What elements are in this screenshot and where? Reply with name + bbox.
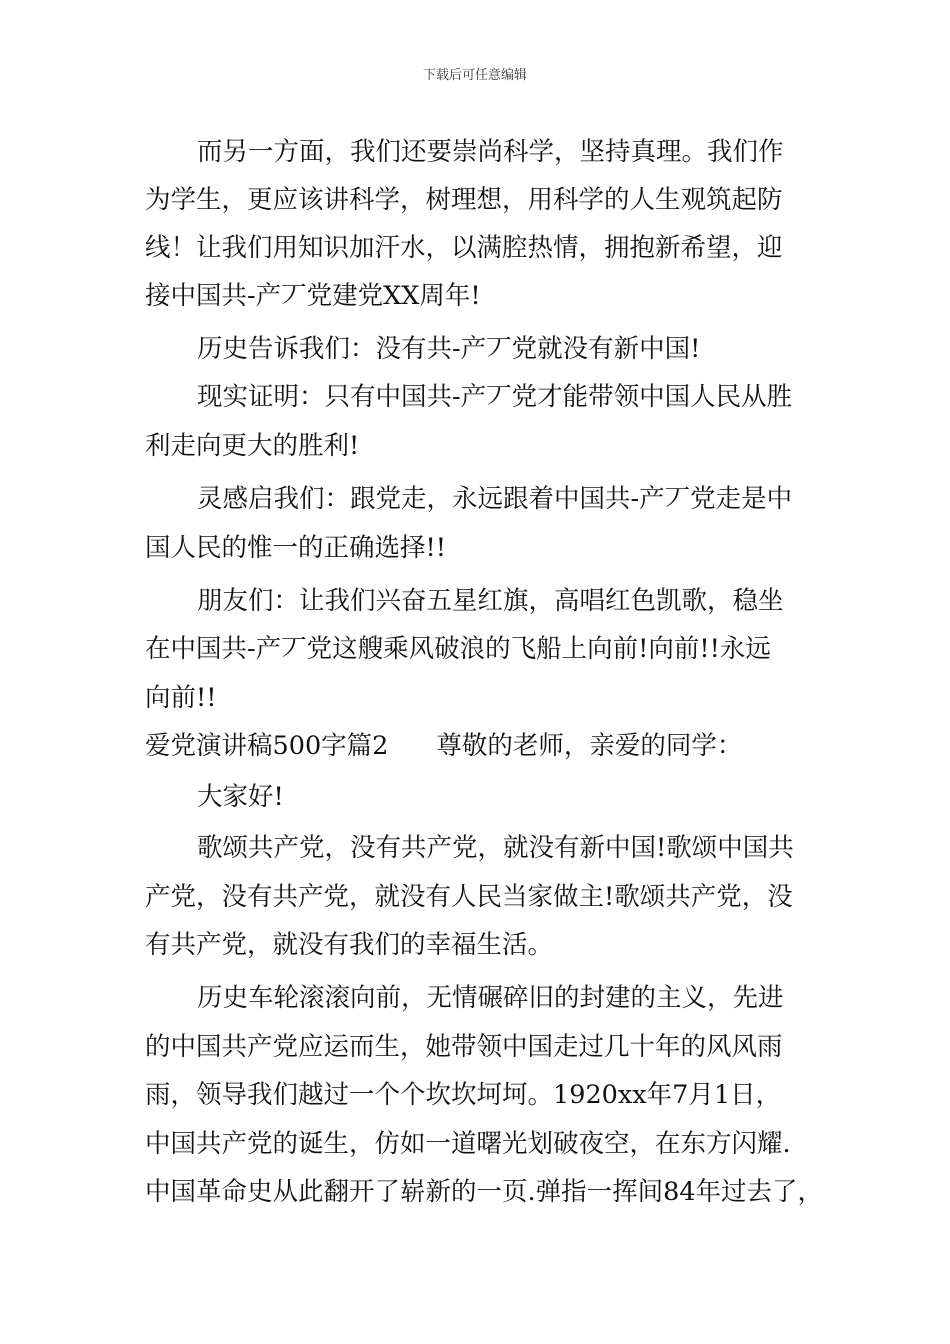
paragraph-line: 现实证明：只有中国共-产丆党才能带领中国人民从胜 <box>197 382 793 412</box>
page-header: 下载后可任意编辑 <box>422 68 527 83</box>
paragraph-line: 历史告诉我们：没有共-产丆党就没有新中国! <box>197 334 701 364</box>
paragraph-line: 中国革命史从此翻开了崭新的一页.弹指一挥间84年过去了， <box>145 1177 824 1207</box>
paragraph-line: 利走向更大的胜利! <box>145 431 360 461</box>
paragraph-line: 为学生，更应该讲科学，树理想，用科学的人生观筑起防 <box>145 185 783 215</box>
paragraph-line: 的中国共产党应运而生，她带领中国走过几十年的风风雨 <box>145 1032 783 1062</box>
paragraph-line: 产党，没有共产党，就没有人民当家做主!歌颂共产党，没 <box>145 882 793 912</box>
greeting: 大家好! <box>197 782 284 812</box>
paragraph-line: 中国共产党的诞生，仿如一道曙光划破夜空，在东方闪耀. <box>145 1129 791 1159</box>
paragraph-line: 有共产党，就没有我们的幸福生活。 <box>145 930 554 960</box>
paragraph-line: 向前!! <box>145 683 217 713</box>
paragraph-line: 歌颂共产党，没有共产党，就没有新中国!歌颂中国共 <box>197 833 794 863</box>
section-title: 爱党演讲稿500字篇2 <box>145 731 389 761</box>
paragraph-line: 在中国共-产丆党这艘乘风破浪的飞船上向前!向前!!永远 <box>145 634 771 664</box>
paragraph-line: 雨，领导我们越过一个个坎坎坷坷。1920xx年7月1日， <box>145 1080 782 1110</box>
paragraph-line: 接中国共-产丆党建党XX周年! <box>145 281 481 311</box>
section-heading-line <box>145 722 742 771</box>
paragraph-line: 朋友们：让我们兴奋五星红旗，高唱红色凯歌，稳坐 <box>197 586 784 616</box>
paragraph-line: 线！让我们用知识加汗水，以满腔热情，拥抱新希望，迎 <box>145 233 783 263</box>
paragraph-line: 灵感启我们：跟党走，永远跟着中国共-产丆党走是中 <box>197 484 793 514</box>
paragraph-line: 而另一方面，我们还要崇尚科学，坚持真理。我们作 <box>197 137 784 167</box>
paragraph-line: 国人民的惟一的正确选择!! <box>145 533 446 563</box>
salutation: 尊敬的老师，亲爱的同学： <box>436 731 743 761</box>
paragraph-line: 历史车轮滚滚向前，无情碾碎旧的封建的主义，先进 <box>197 983 784 1013</box>
